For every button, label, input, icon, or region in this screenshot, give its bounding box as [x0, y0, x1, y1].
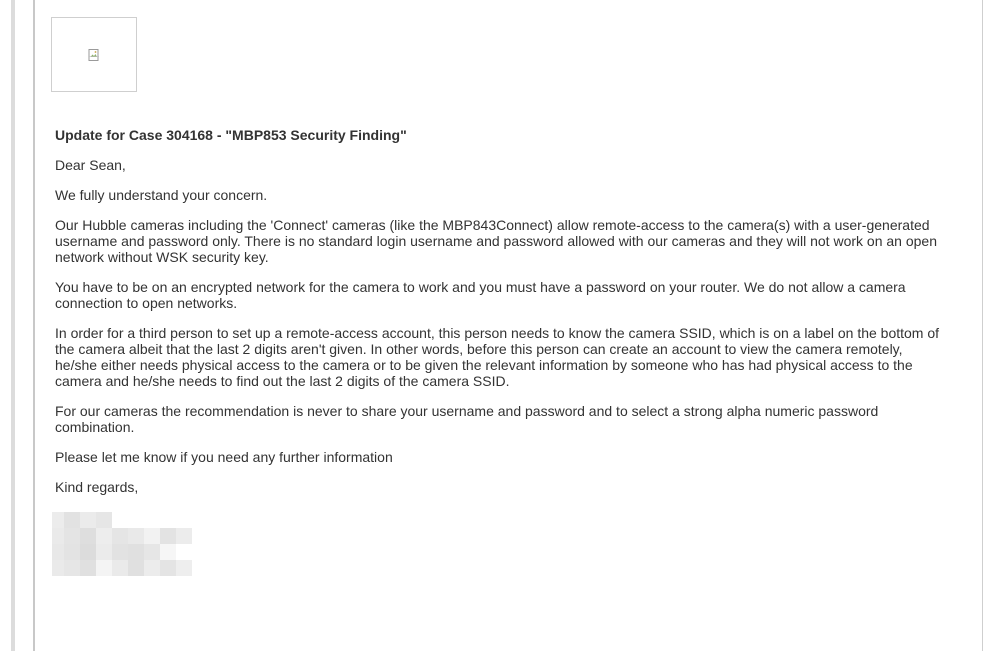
email-body — [55, 127, 945, 509]
pane-right-border — [982, 0, 983, 651]
email-paragraph: Our Hubble cameras including the 'Connect' cameras (like the MBP843Connect) allow remote-access to the camera(s) with a user-generated username and password only. There is no standard login username and password allowed with our cameras and they will not work on an open network without WSK security key. — [55, 217, 937, 265]
email-closing: Kind regards, — [55, 479, 139, 495]
email-paragraph: For our cameras the recommendation is never to share your username and password and to select a strong alpha numeric password combination. — [55, 403, 879, 435]
email-subject-heading: Update for Case 304168 - "MBP853 Security Finding" — [55, 127, 407, 143]
quote-bar-inner — [33, 0, 35, 651]
broken-image-icon — [88, 49, 100, 61]
email-greeting: Dear Sean, — [55, 157, 126, 173]
quote-bar-outer — [11, 0, 15, 651]
email-paragraph: You have to be on an encrypted network for the camera to work and you must have a password on your router. We do not allow a camera connection to open networks. — [55, 279, 906, 311]
email-paragraph: Please let me know if you need any further information — [55, 449, 393, 465]
pixelated-signature-image — [52, 512, 192, 576]
broken-image-placeholder[interactable] — [51, 17, 137, 92]
email-paragraph: We fully understand your concern. — [55, 187, 268, 203]
email-paragraph: In order for a third person to set up a remote-access account, this person needs to know the camera SSID, which is on a label on the bottom of the camera albeit that the last 2 digits aren't given. In other words, before this person can create an account to view the camera remotely, he/she either needs physical access to the camera or to be given the relevant information by someone who has had physical access to the camera and he/she needs to find out the last 2 digits of the camera SSID. — [55, 325, 940, 389]
